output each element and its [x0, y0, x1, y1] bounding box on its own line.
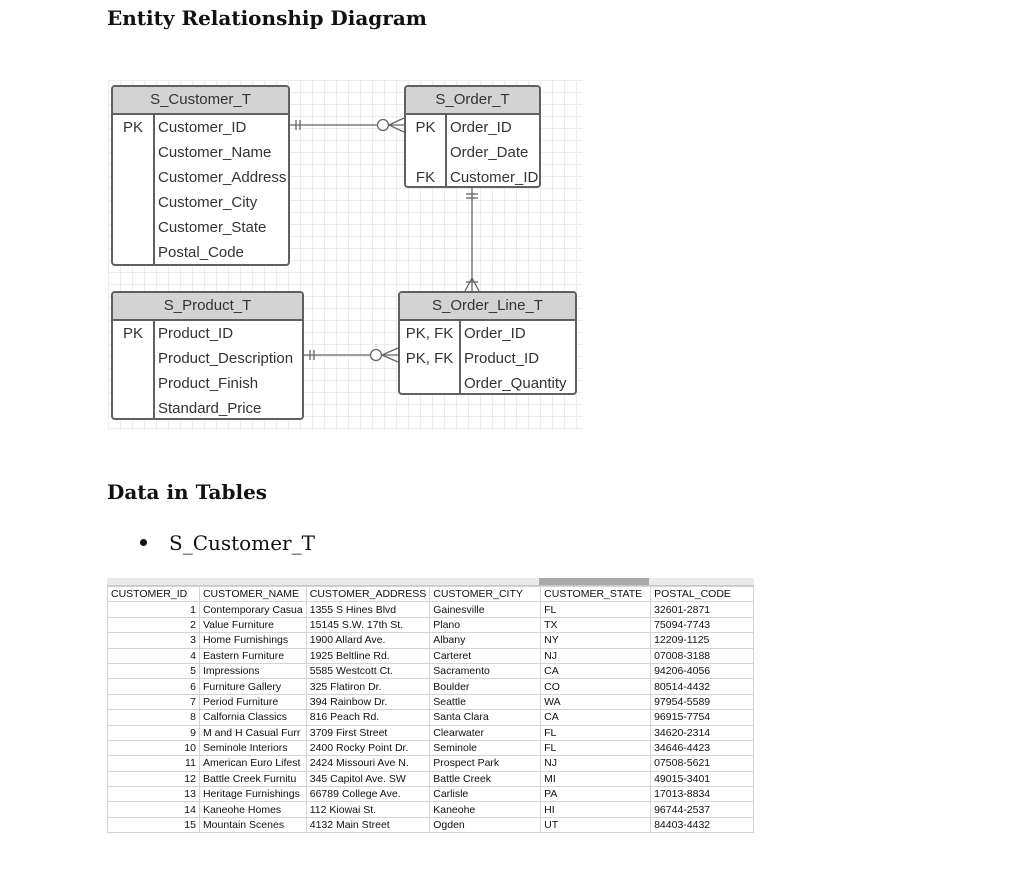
table-cell: Santa Clara	[430, 710, 541, 725]
table-cell: Impressions	[199, 663, 306, 678]
table-cell: 1355 S Hines Blvd	[306, 602, 430, 617]
table-cell: 94206-4056	[651, 663, 754, 678]
table-cell: Calfornia Classics	[199, 710, 306, 725]
table-cell: HI	[541, 802, 651, 817]
bullet-item	[140, 531, 315, 555]
table-cell: TX	[541, 617, 651, 632]
column-header: CUSTOMER_ID	[108, 587, 200, 602]
table-row	[108, 694, 754, 709]
table-cell: Clearwater	[430, 725, 541, 740]
table-row	[108, 648, 754, 663]
table-cell: WA	[541, 694, 651, 709]
pk-fk-label: PK, FK	[405, 350, 454, 367]
table-cell: CA	[541, 710, 651, 725]
bullet-label: S_Customer_T	[169, 531, 315, 555]
table-cell: Boulder	[430, 679, 541, 694]
table-cell: 15	[108, 817, 200, 832]
column-header: CUSTOMER_NAME	[199, 587, 306, 602]
entity-order-title: S_Order_T	[406, 87, 539, 115]
attr-customer-address: Customer_Address	[158, 169, 287, 186]
column-header: CUSTOMER_STATE	[541, 587, 651, 602]
table-cell: Contemporary Casua	[199, 602, 306, 617]
table-cell: Home Furnishings	[199, 633, 306, 648]
table-cell: Seattle	[430, 694, 541, 709]
table-cell: Battle Creek Furnitu	[199, 771, 306, 786]
column-header: CUSTOMER_CITY	[430, 587, 541, 602]
table-row	[108, 663, 754, 678]
attr-order-date: Order_Date	[450, 144, 529, 161]
table-row	[108, 756, 754, 771]
column-header-strip	[107, 578, 754, 586]
table-cell: 394 Rainbow Dr.	[306, 694, 430, 709]
table-cell: 84403-4432	[651, 817, 754, 832]
table-cell: 96744-2537	[651, 802, 754, 817]
table-cell: 49015-3401	[651, 771, 754, 786]
entity-product-title: S_Product_T	[113, 293, 302, 321]
table-cell: Sacramento	[430, 663, 541, 678]
table-cell: 345 Capitol Ave. SW	[306, 771, 430, 786]
table-row	[108, 679, 754, 694]
table-cell: 3	[108, 633, 200, 648]
table-cell: UT	[541, 817, 651, 832]
attr-customer-city: Customer_City	[158, 194, 258, 211]
attr-postal-code: Postal_Code	[158, 244, 244, 261]
table-cell: 9	[108, 725, 200, 740]
table-cell: 96915-7754	[651, 710, 754, 725]
table-cell: 8	[108, 710, 200, 725]
table-cell: 13	[108, 787, 200, 802]
table-cell: 2	[108, 617, 200, 632]
table-cell: 4	[108, 648, 200, 663]
table-cell: FL	[541, 725, 651, 740]
table-cell: 07508-5621	[651, 756, 754, 771]
table-cell: M and H Casual Furr	[199, 725, 306, 740]
table-cell: Mountain Scenes	[199, 817, 306, 832]
table-cell: 12	[108, 771, 200, 786]
attr-customer-name: Customer_Name	[158, 144, 272, 161]
table-cell: 7	[108, 694, 200, 709]
table-cell: Albany	[430, 633, 541, 648]
table-cell: 10	[108, 740, 200, 755]
table-cell: Gainesville	[430, 602, 541, 617]
table-cell: 07008-3188	[651, 648, 754, 663]
table-cell: 1925 Beltline Rd.	[306, 648, 430, 663]
table-cell: 2400 Rocky Point Dr.	[306, 740, 430, 755]
entity-order-line	[398, 291, 577, 395]
table-cell: Value Furniture	[199, 617, 306, 632]
table-row	[108, 725, 754, 740]
table-cell: 80514-4432	[651, 679, 754, 694]
table-cell: Plano	[430, 617, 541, 632]
attr-product-description: Product_Description	[158, 350, 294, 367]
attr-product-finish: Product_Finish	[158, 375, 259, 392]
table-cell: 5	[108, 663, 200, 678]
table-cell: Kaneohe Homes	[199, 802, 306, 817]
table-cell: 1900 Allard Ave.	[306, 633, 430, 648]
bullet-icon	[140, 539, 147, 546]
table-row	[108, 740, 754, 755]
er-diagram	[108, 80, 583, 430]
table-cell: Period Furniture	[199, 694, 306, 709]
table-cell: 112 Kiowai St.	[306, 802, 430, 817]
table-cell: Heritage Furnishings	[199, 787, 306, 802]
table-cell: Eastern Furniture	[199, 648, 306, 663]
table-cell: 12209-1125	[651, 633, 754, 648]
table-cell: 17013-8834	[651, 787, 754, 802]
table-cell: 34620-2314	[651, 725, 754, 740]
table-header-row	[108, 587, 754, 602]
entity-order-line-title: S_Order_Line_T	[400, 293, 575, 321]
column-header: CUSTOMER_ADDRESS	[306, 587, 430, 602]
table-cell: NY	[541, 633, 651, 648]
pk-label: PK	[415, 119, 436, 136]
table-row	[108, 617, 754, 632]
fk-label: FK	[415, 169, 436, 186]
table-cell: 2424 Missouri Ave N.	[306, 756, 430, 771]
page-title: Entity Relationship Diagram	[107, 6, 427, 30]
table-cell: 6	[108, 679, 200, 694]
pk-fk-label: PK, FK	[405, 325, 454, 342]
table-cell: Carteret	[430, 648, 541, 663]
attr-product-id: Product_ID	[158, 325, 234, 342]
attr-standard-price: Standard_Price	[158, 400, 262, 417]
table-cell: Seminole	[430, 740, 541, 755]
table-cell: 75094-7743	[651, 617, 754, 632]
table-cell: 15145 S.W. 17th St.	[306, 617, 430, 632]
column-header: POSTAL_CODE	[651, 587, 754, 602]
table-row	[108, 787, 754, 802]
attr-customer-state: Customer_State	[158, 219, 267, 236]
table-cell: 816 Peach Rd.	[306, 710, 430, 725]
attr-customer-id: Customer_ID	[158, 119, 247, 136]
table-cell: Carlisle	[430, 787, 541, 802]
customer-table	[107, 578, 754, 838]
table-cell: Seminole Interiors	[199, 740, 306, 755]
table-row	[108, 710, 754, 725]
table-cell: NJ	[541, 756, 651, 771]
attr-line-product-id: Product_ID	[464, 350, 540, 367]
attr-order-quantity: Order_Quantity	[464, 375, 567, 392]
table-cell: MI	[541, 771, 651, 786]
table-cell: Battle Creek	[430, 771, 541, 786]
attr-line-order-id: Order_ID	[464, 325, 526, 342]
table-cell: Furniture Gallery	[199, 679, 306, 694]
table-cell: 14	[108, 802, 200, 817]
table-cell: 97954-5589	[651, 694, 754, 709]
table-cell: FL	[541, 602, 651, 617]
table-cell: 11	[108, 756, 200, 771]
table-cell: 3709 First Street	[306, 725, 430, 740]
table-cell: 1	[108, 602, 200, 617]
section-title: Data in Tables	[107, 480, 268, 504]
table-cell: NJ	[541, 648, 651, 663]
table-cell: CO	[541, 679, 651, 694]
table-cell: 4132 Main Street	[306, 817, 430, 832]
table-cell: 66789 College Ave.	[306, 787, 430, 802]
pk-label: PK	[122, 325, 143, 342]
zero-many-symbol	[378, 120, 389, 131]
table-cell: 34646-4423	[651, 740, 754, 755]
table-cell: Prospect Park	[430, 756, 541, 771]
entity-customer	[111, 85, 290, 266]
table-row	[108, 633, 754, 648]
table-row	[108, 771, 754, 786]
attr-order-customer-id: Customer_ID	[450, 169, 539, 186]
entity-product	[111, 291, 304, 420]
entity-order	[404, 85, 541, 188]
table-cell: PA	[541, 787, 651, 802]
entity-customer-title: S_Customer_T	[113, 87, 288, 115]
table-cell: FL	[541, 740, 651, 755]
table-cell: 5585 Westcott Ct.	[306, 663, 430, 678]
table-cell: CA	[541, 663, 651, 678]
table-cell: 325 Flatiron Dr.	[306, 679, 430, 694]
table-row	[108, 602, 754, 617]
attr-order-id: Order_ID	[450, 119, 512, 136]
pk-label: PK	[122, 119, 143, 136]
data-grid	[107, 586, 754, 833]
table-cell: Kaneohe	[430, 802, 541, 817]
table-cell: 32601-2871	[651, 602, 754, 617]
table-cell: American Euro Lifest	[199, 756, 306, 771]
table-cell: Ogden	[430, 817, 541, 832]
table-row	[108, 817, 754, 832]
table-row	[108, 802, 754, 817]
